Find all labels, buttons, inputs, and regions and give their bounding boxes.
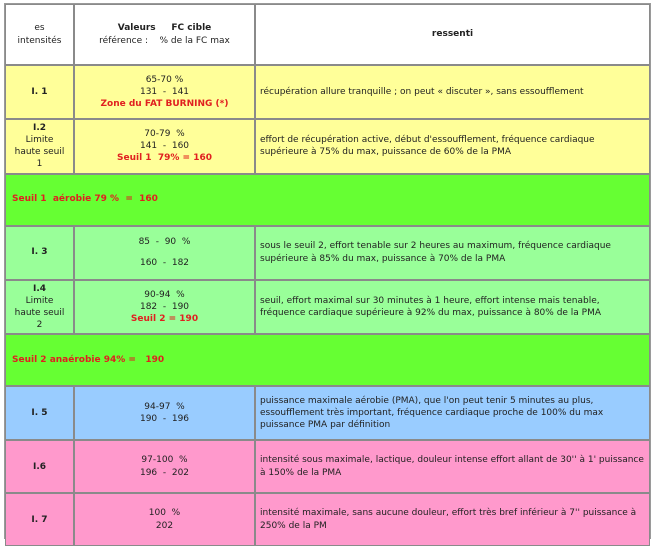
row-range: 141 - 160 [139, 141, 190, 152]
table-row-i3 [5, 226, 650, 280]
row-sub: 2 [36, 319, 43, 330]
table-row-i1 [5, 65, 650, 119]
row-ressenti: effort de récupération active, début d'essoufflement, fréquence cardiaque supérieure à 75% du max, puissance de 60% de la PMA [255, 119, 650, 174]
row-percent: 100 % [148, 508, 181, 519]
row-sub: Limite [25, 135, 54, 146]
row-ressenti: récupération allure tranquille ; on peut « discuter », sans essoufflement [255, 65, 650, 119]
row-highlight: Seuil 1 79% = 160 [117, 153, 212, 164]
row-values [74, 65, 255, 119]
row-range: 160 - 182 [139, 257, 190, 268]
row-percent: 85 - 90 % [138, 237, 191, 248]
header-valeurs [74, 4, 255, 65]
row-percent: 90-94 % [144, 289, 185, 300]
row-sub: haute seuil [14, 307, 65, 318]
intensity-table-frame [4, 3, 651, 539]
row-id: I. 1 [5, 65, 74, 119]
row-range: 190 - 196 [139, 414, 190, 425]
row-id: I.4 [32, 283, 47, 294]
row-ressenti: sous le seuil 2, effort tenable sur 2 heures au maximum, fréquence cardiaque supérieure à 85% du max, puissance à 70% de la PMA [255, 226, 650, 280]
row-ressenti: intensité maximale, sans aucune douleur, effort très bref inférieur à 7'' puissance à 250% de la PM [255, 493, 650, 546]
row-id: I.2 [32, 123, 47, 133]
row-range: 131 - 141 [139, 86, 190, 97]
row-values [74, 386, 255, 440]
row-values [74, 493, 255, 546]
header-valeurs-subtitle: référence : % de la FC max [99, 35, 230, 46]
threshold-row-seuil2 [5, 334, 650, 386]
header-intensites-line1: es [34, 23, 45, 34]
row-range: 202 [155, 520, 174, 531]
intensity-table [5, 4, 650, 546]
row-id-cell [5, 119, 74, 174]
row-sub: 1 [36, 159, 43, 170]
row-percent: 65-70 % [145, 74, 184, 85]
row-sub: Limite [25, 295, 54, 306]
row-ressenti: puissance maximale aérobie (PMA), que l'on peut tenir 5 minutes au plus, essoufflement très important, fréquence cardiaque proche de 100% du max puissance PMA par définition [255, 386, 650, 440]
row-percent: 94-97 % [144, 401, 185, 412]
header-intensites [5, 4, 74, 65]
table-header-row [5, 4, 650, 65]
row-id: I.6 [5, 440, 74, 493]
row-percent: 97-100 % [141, 455, 188, 466]
row-highlight: Seuil 2 = 190 [130, 313, 199, 324]
row-highlight: Zone du FAT BURNING (*) [100, 99, 229, 110]
row-percent: 70-79 % [144, 129, 185, 140]
row-range: 196 - 202 [139, 467, 190, 478]
row-values [74, 119, 255, 174]
header-intensites-line2: intensités [17, 35, 62, 46]
row-values [74, 226, 255, 280]
row-id: I. 5 [5, 386, 74, 440]
row-ressenti: seuil, effort maximal sur 30 minutes à 1 heure, effort intense mais tenable, fréquence cardiaque supérieure à 92% du max, puissance à 80% de la PMA [255, 280, 650, 335]
table-row-i2 [5, 119, 650, 174]
row-values [74, 280, 255, 335]
row-ressenti: intensité sous maximale, lactique, douleur intense effort allant de 30'' à 1' puissance à 150% de la PMA [255, 440, 650, 493]
threshold-seuil1: Seuil 1 aérobie 79 % = 160 [5, 174, 650, 226]
header-ressenti: ressenti [255, 4, 650, 65]
header-valeurs-title: Valeurs FC cible [117, 23, 212, 34]
threshold-seuil2: Seuil 2 anaérobie 94% = 190 [5, 334, 650, 386]
row-id: I. 3 [5, 226, 74, 280]
row-values [74, 440, 255, 493]
table-row-i5 [5, 386, 650, 440]
row-id: I. 7 [5, 493, 74, 546]
row-range: 182 - 190 [139, 301, 190, 312]
table-row-i4 [5, 280, 650, 335]
row-id-cell [5, 280, 74, 335]
table-row-i7 [5, 493, 650, 546]
row-sub: haute seuil [14, 147, 65, 158]
threshold-row-seuil1 [5, 174, 650, 226]
table-row-i6 [5, 440, 650, 493]
